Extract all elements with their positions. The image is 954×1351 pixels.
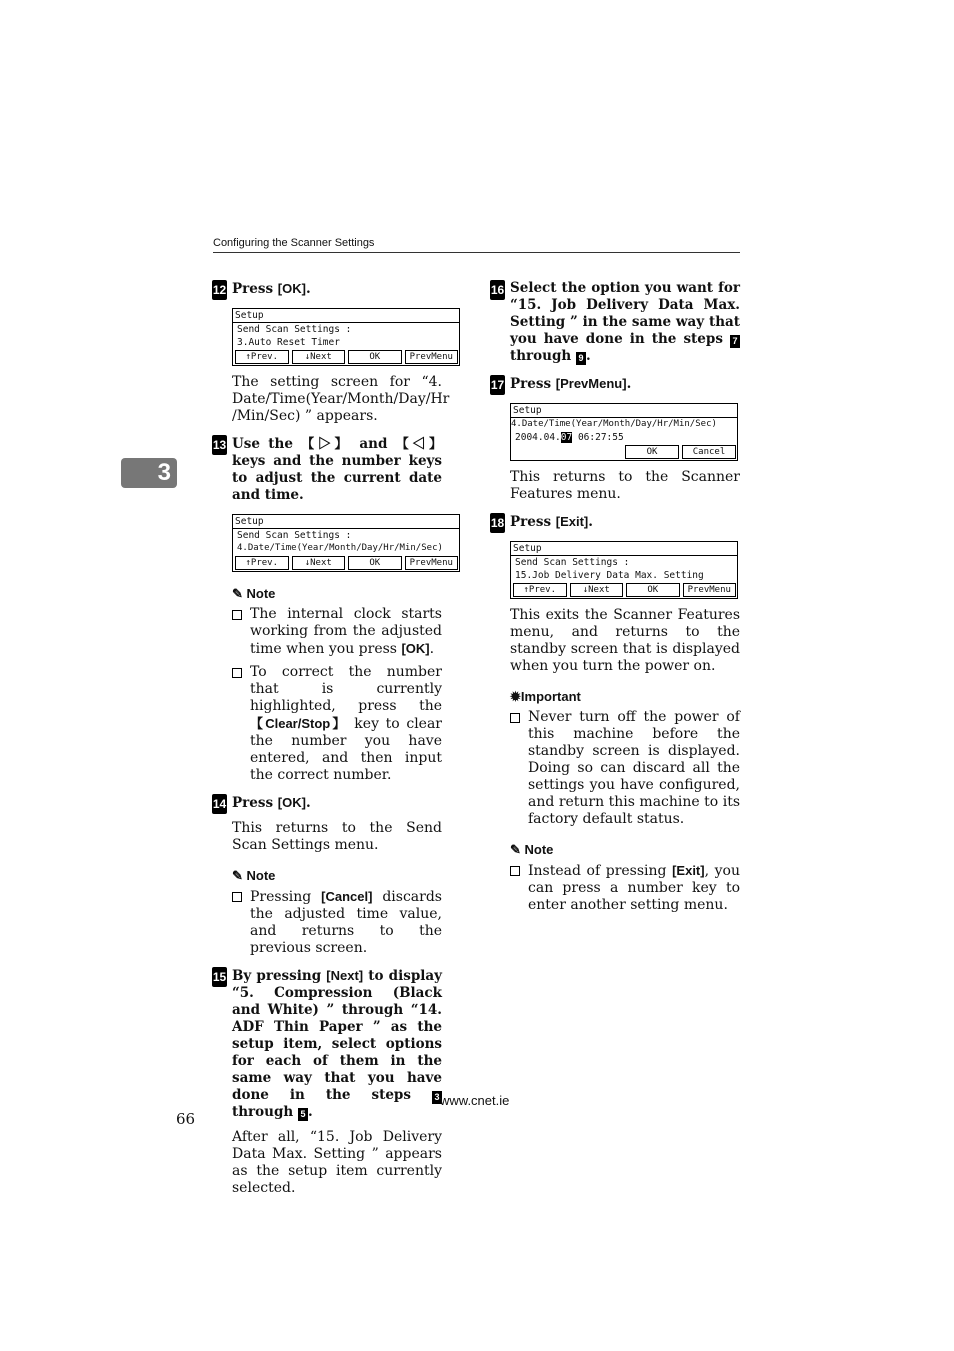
lcd-title: Setup <box>233 309 459 323</box>
note-item: The internal clock starts working from the adjusted time when you press [OK]. <box>232 606 442 658</box>
note-item: To correct the number that is currently highlighted, press the 【Clear/Stop】 key to clear the number you have entered, and then input the correct number. <box>232 664 442 784</box>
step-text: The setting screen for “4. Date/Time(Year/Month/Day/Hr /Min/Sec) ” appears. <box>232 374 450 424</box>
step-text: This returns to the Send Scan Settings menu. <box>232 820 442 853</box>
step-number: 12 <box>212 280 227 300</box>
lcd-line: Send Scan Settings : <box>237 530 352 541</box>
lcd-line: Send Scan Settings : <box>237 324 352 335</box>
lcd-screen <box>232 514 460 572</box>
lcd-prev-button: ↑Prev. <box>235 350 289 364</box>
lcd-prevmenu-button: PrevMenu <box>405 556 459 570</box>
lcd-prevmenu-button: PrevMenu <box>405 350 459 364</box>
lcd-ok-button: OK <box>348 556 402 570</box>
lcd-line: 4.Date/Time(Year/Month/Day/Hr/Min/Sec) <box>511 419 717 429</box>
important-icon: ✹ <box>510 689 521 704</box>
important-heading: ✹Important <box>510 689 581 704</box>
lcd-prev-button: ↑Prev. <box>513 583 567 597</box>
step-number: 14 <box>212 794 227 814</box>
lcd-line: 15.Job Delivery Data Max. Setting <box>515 570 704 581</box>
step-text: This returns to the Scanner Features menu. <box>510 469 740 502</box>
step-title: By pressing [Next] to display “5. Compression (Black and White) ” through “14. ADF Thin Paper ” as the setup item, select options for each of them in the same way that you have done in the steps 3 through 5 . <box>232 968 442 1120</box>
lcd-prev-button: ↑Prev. <box>235 556 289 570</box>
step-text: After all, “15. Job Delivery Data Max. Setting ” appears as the setup item currently selected. <box>232 1129 442 1196</box>
lcd-next-button: ↓Next <box>292 556 346 570</box>
lcd-title: Setup <box>511 542 737 556</box>
lcd-next-button: ↓Next <box>570 583 624 597</box>
step-number: 17 <box>490 375 505 395</box>
step-18 <box>490 513 740 914</box>
running-header: Configuring the Scanner Settings <box>213 237 740 253</box>
step-12 <box>212 280 453 425</box>
checkbox-icon <box>232 610 242 620</box>
lcd-screen <box>232 308 460 366</box>
lcd-screen <box>510 403 738 461</box>
lcd-line: 4.Date/Time(Year/Month/Day/Hr/Min/Sec) <box>237 543 443 553</box>
note-heading: ✎ Note <box>232 586 276 601</box>
lcd-ok-button: OK <box>626 583 680 597</box>
checkbox-icon <box>232 892 242 902</box>
step-title: Use the 【▷】 and 【◁】 keys and the number keys to adjust the current date and time. <box>232 436 442 503</box>
step-title: Press [OK]. <box>232 281 311 297</box>
note-heading: ✎ Note <box>510 842 554 857</box>
lcd-screen <box>510 541 738 599</box>
step-text: This exits the Scanner Features menu, and returns to the standby screen that is displayed when you turn the power on. <box>510 607 740 674</box>
step-number: 13 <box>212 435 227 455</box>
lcd-ok-button: OK <box>348 350 402 364</box>
step-number: 16 <box>490 280 505 300</box>
step-title: Press [OK]. <box>232 795 311 811</box>
checkbox-icon <box>510 713 520 723</box>
lcd-title: Setup <box>233 515 459 529</box>
step-14 <box>212 794 442 957</box>
page-number: 66 <box>176 1110 196 1128</box>
step-number: 15 <box>212 967 227 987</box>
lcd-next-button: ↓Next <box>292 350 346 364</box>
lcd-line: 3.Auto Reset Timer <box>237 337 340 348</box>
important-item: Never turn off the power of this machine before the standby screen is displayed. Doing so can discard all the settings you have configured, and return this machine to its factory default status. <box>510 709 740 828</box>
lcd-ok-button: OK <box>625 445 679 459</box>
checkbox-icon <box>232 668 242 678</box>
step-title: Press [Exit]. <box>510 514 593 530</box>
step-16 <box>490 280 740 365</box>
checkbox-icon <box>510 866 520 876</box>
lcd-line: Send Scan Settings : <box>515 557 630 568</box>
footer-url: www.cnet.ie <box>440 1093 510 1108</box>
lcd-line: 2004.04.07 06:27:55 <box>515 432 624 443</box>
step-title: Select the option you want for “15. Job Delivery Data Max. Setting ” in the same way that you have done in the steps 7 through 9 . <box>510 280 740 364</box>
step-13 <box>212 435 453 784</box>
note-item: Instead of pressing [Exit], you can press a number key to enter another setting menu. <box>510 862 740 914</box>
step-number: 18 <box>490 513 505 533</box>
left-column <box>212 280 453 1207</box>
step-15 <box>212 967 442 1197</box>
lcd-cancel-button: Cancel <box>682 445 736 459</box>
chapter-tab: 3 <box>121 458 177 488</box>
note-item: Pressing [Cancel] discards the adjusted time value, and returns to the previous screen. <box>232 888 442 957</box>
lcd-title: Setup <box>511 404 737 418</box>
step-title: Press [PrevMenu]. <box>510 376 632 392</box>
note-heading: ✎ Note <box>232 868 276 883</box>
step-17 <box>490 375 740 503</box>
right-column <box>490 280 740 924</box>
lcd-prevmenu-button: PrevMenu <box>683 583 737 597</box>
